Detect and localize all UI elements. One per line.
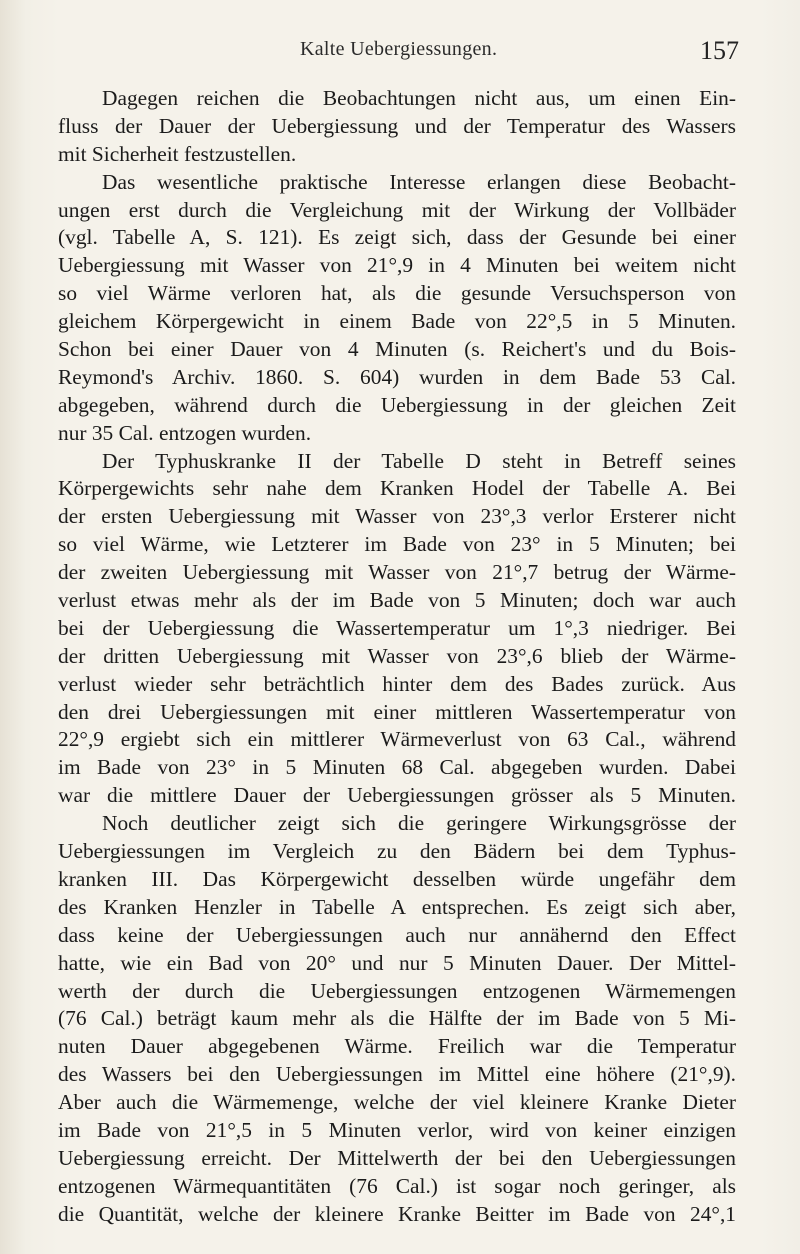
text-line: des Kranken Henzler in Tabelle A entsprechen. Es zeigt sich aber, — [58, 894, 736, 919]
text-line: ungen erst durch die Vergleichung mit der Wirkung der Vollbäder — [58, 197, 736, 222]
text-line: kranken III. Das Körpergewicht desselben würde ungefähr dem — [58, 866, 736, 891]
text-line: Uebergiessungen im Vergleich zu den Bädern bei dem Typhus- — [58, 839, 736, 864]
text-line: werth der durch die Uebergiessungen entzogenen Wärmemengen — [58, 978, 736, 1003]
text-line: war die mittlere Dauer der Uebergiessungen grösser als 5 Minuten. — [58, 783, 736, 808]
text-line: fluss der Dauer der Uebergiessung und der Temperatur des Wassers — [58, 113, 736, 138]
body-text — [58, 85, 736, 1229]
text-line: verlust wieder sehr beträchtlich hinter dem des Bades zurück. Aus — [58, 671, 736, 696]
text-line: dass keine der Uebergiessungen auch nur annähernd den Effect — [58, 922, 736, 947]
text-line: nur 35 Cal. entzogen wurden. — [58, 420, 312, 445]
text-line: (76 Cal.) beträgt kaum mehr als die Hälfte der im Bade von 5 Mi- — [58, 1006, 736, 1031]
text-line: Schon bei einer Dauer von 4 Minuten (s. Reichert's und du Bois- — [58, 337, 736, 362]
text-line: entzogenen Wärmequantitäten (76 Cal.) ist sogar noch geringer, als — [58, 1173, 736, 1198]
page-header — [0, 36, 800, 76]
text-line: Uebergiessung mit Wasser von 21°,9 in 4 Minuten bei weitem nicht — [58, 253, 736, 278]
text-line: Uebergiessung erreicht. Der Mittelwerth der bei den Uebergiessungen — [58, 1145, 736, 1170]
text-line: so viel Wärme, wie Letzterer im Bade von 23° in 5 Minuten; bei — [58, 532, 736, 557]
text-line: so viel Wärme verloren hat, als die gesunde Versuchsperson von — [58, 281, 736, 306]
text-line: gleichem Körpergewicht in einem Bade von 22°,5 in 5 Minuten. — [58, 309, 736, 334]
text-line: Der Typhuskranke II der Tabelle D steht in Betreff seines — [102, 448, 736, 473]
text-line: der ersten Uebergiessung mit Wasser von 23°,3 verlor Ersterer nicht — [58, 504, 736, 529]
text-line: der dritten Uebergiessung mit Wasser von 23°,6 blieb der Wärme- — [58, 643, 736, 668]
text-line: abgegeben, während durch die Uebergiessung in der gleichen Zeit — [58, 392, 736, 417]
text-line: bei der Uebergiessung die Wassertemperatur um 1°,3 niedriger. Bei — [58, 615, 736, 640]
text-line: verlust etwas mehr als der im Bade von 5 Minuten; doch war auch — [58, 588, 736, 613]
text-line: Körpergewichts sehr nahe dem Kranken Hodel der Tabelle A. Bei — [58, 476, 736, 501]
text-line: der zweiten Uebergiessung mit Wasser von 21°,7 betrug der Wärme- — [58, 560, 736, 585]
text-line: 22°,9 ergiebt sich ein mittlerer Wärmeverlust von 63 Cal., während — [58, 727, 736, 752]
text-line: Aber auch die Wärmemenge, welche der viel kleinere Kranke Dieter — [58, 1090, 736, 1115]
text-line: nuten Dauer abgegebenen Wärme. Freilich war die Temperatur — [58, 1034, 736, 1059]
text-line: (vgl. Tabelle A, S. 121). Es zeigt sich, dass der Gesunde bei einer — [58, 225, 736, 250]
text-line: die Quantität, welche der kleinere Kranke Beitter im Bade von 24°,1 — [58, 1201, 736, 1226]
text-line: Noch deutlicher zeigt sich die geringere Wirkungsgrösse der — [102, 811, 736, 836]
running-title: Kalte Uebergiessungen. — [300, 38, 498, 60]
text-line: Dagegen reichen die Beobachtungen nicht aus, um einen Ein- — [102, 86, 736, 110]
text-line: im Bade von 21°,5 in 5 Minuten verlor, wird von keiner einzigen — [58, 1117, 736, 1142]
text-line: mit Sicherheit festzustellen. — [58, 141, 297, 166]
text-line: Das wesentliche praktische Interesse erlangen diese Beobacht- — [102, 169, 736, 194]
text-line: hatte, wie ein Bad von 20° und nur 5 Minuten Dauer. Der Mittel- — [58, 950, 736, 975]
page-number: 157 — [700, 36, 739, 65]
text-line: des Wassers bei den Uebergiessungen im Mittel eine höhere (21°,9). — [58, 1062, 736, 1087]
text-line: im Bade von 23° in 5 Minuten 68 Cal. abgegeben wurden. Dabei — [58, 755, 736, 780]
text-line: Reymond's Archiv. 1860. S. 604) wurden in dem Bade 53 Cal. — [58, 364, 736, 389]
text-line: den drei Uebergiessungen mit einer mittleren Wassertemperatur von — [58, 699, 736, 724]
